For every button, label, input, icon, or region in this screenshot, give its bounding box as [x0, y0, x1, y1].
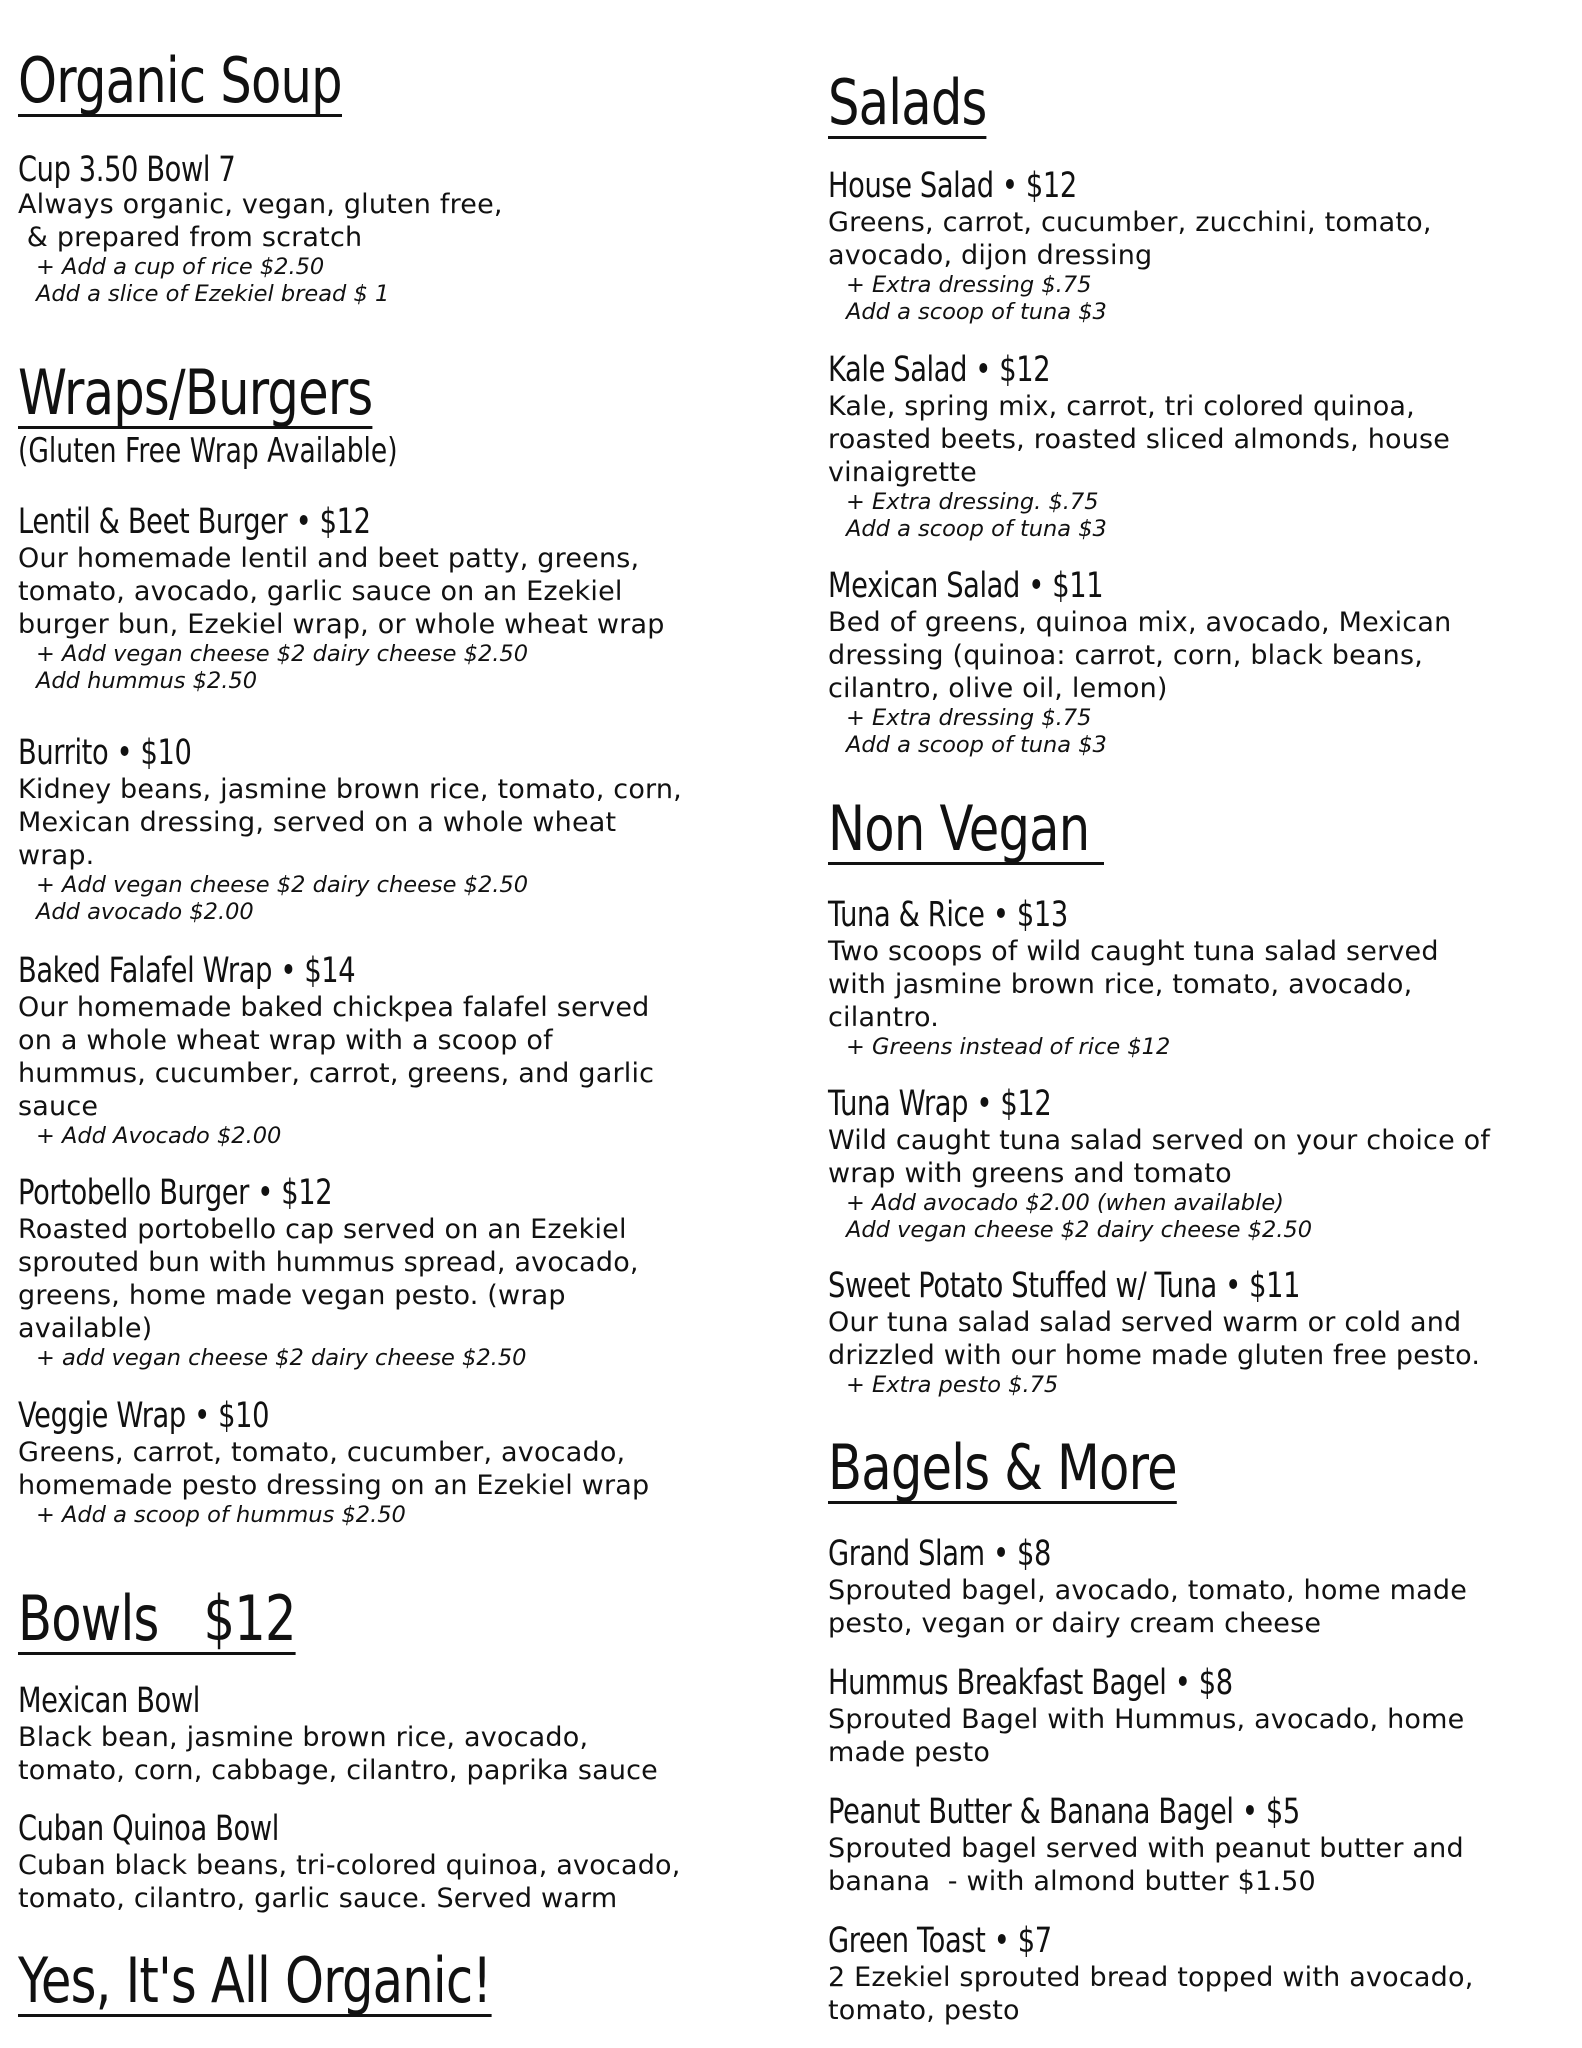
- item-addon: Add hummus $2.50: [36, 668, 258, 694]
- menu-item: [828, 166, 1432, 326]
- item-desc-line: Our tuna salad salad served warm or cold and: [828, 1307, 1462, 1338]
- item-desc-line: roasted beets, roasted sliced almonds, house: [828, 424, 1451, 455]
- item-desc-line: made pesto: [828, 1737, 991, 1768]
- item-desc-line: Greens, carrot, tomato, cucumber, avocado,: [18, 1437, 626, 1468]
- item-desc-line: Our homemade baked chickpea falafel served: [18, 992, 650, 1023]
- menu-item: [18, 1396, 649, 1529]
- organic-soup-item: [18, 150, 503, 308]
- item-desc-line: sauce: [18, 1091, 99, 1122]
- item-addon: + Add vegan cheese $2 dairy cheese $2.50: [36, 641, 529, 667]
- organic-soup-heading: Organic Soup: [18, 44, 342, 117]
- menu-item: [828, 1534, 1467, 1640]
- item-addon: + Greens instead of rice $12: [846, 1034, 1171, 1060]
- item-desc-line: drizzled with our home made gluten free pesto.: [828, 1340, 1481, 1371]
- item-desc-line: tomato, corn, cabbage, cilantro, paprika sauce: [18, 1755, 658, 1786]
- item-desc-line: wrap.: [18, 840, 95, 871]
- item-desc-line: Our homemade lentil and beet patty, greens,: [18, 543, 640, 574]
- footer-slogan-block: [18, 1944, 610, 2017]
- item-addon: Add a scoop of tuna $3: [846, 516, 1107, 542]
- item-desc-line: greens, home made vegan pesto. (wrap: [18, 1280, 566, 1311]
- item-desc-line: Cuban black beans, tri-colored quinoa, avocado,: [18, 1850, 681, 1881]
- soup-desc-line: Always organic, vegan, gluten free,: [18, 189, 503, 220]
- item-addon: + Add vegan cheese $2 dairy cheese $2.50: [36, 872, 529, 898]
- bagels-heading: Bagels & More: [828, 1431, 1177, 1504]
- item-desc-line: Sprouted bagel, avocado, tomato, home made: [828, 1575, 1468, 1606]
- item-addon: + Extra dressing. $.75: [846, 489, 1099, 515]
- item-title: Mexican Bowl: [18, 1681, 200, 1721]
- item-desc-line: dressing (quinoa: carrot, corn, black beans,: [828, 640, 1424, 671]
- menu-item: [828, 1792, 1464, 1898]
- item-desc-line: cilantro.: [828, 1002, 940, 1033]
- item-desc-line: Sprouted Bagel with Hummus, avocado, home: [828, 1704, 1465, 1735]
- menu-item: [18, 502, 665, 695]
- item-title: Peanut Butter & Banana Bagel • $5: [828, 1792, 1300, 1832]
- item-desc-line: cilantro, olive oil, lemon): [828, 673, 1168, 704]
- item-title: Green Toast • $7: [828, 1921, 1052, 1961]
- item-title: Hummus Breakfast Bagel • $8: [828, 1663, 1233, 1703]
- item-addon: Add a scoop of tuna $3: [846, 299, 1107, 325]
- item-desc-line: tomato, pesto: [828, 1995, 1020, 2026]
- item-addon: + Extra dressing $.75: [846, 272, 1092, 298]
- item-addon: + Extra pesto $.75: [846, 1372, 1059, 1398]
- item-desc-line: Two scoops of wild caught tuna salad served: [828, 936, 1439, 967]
- non-vegan-heading: Non Vegan: [828, 792, 1105, 865]
- item-title: Tuna & Rice • $13: [828, 895, 1068, 935]
- item-desc-line: tomato, cilantro, garlic sauce. Served warm: [18, 1883, 618, 1914]
- item-desc-line: on a whole wheat wrap with a scoop of: [18, 1025, 553, 1056]
- soup-desc-line: & prepared from scratch: [18, 222, 363, 253]
- menu-item: [828, 350, 1450, 543]
- item-desc-line: 2 Ezekiel sprouted bread topped with avocado,: [828, 1962, 1474, 1993]
- item-addon: + add vegan cheese $2 dairy cheese $2.50: [36, 1345, 527, 1371]
- item-title: Burrito • $10: [18, 733, 192, 773]
- item-desc-line: banana - with almond butter $1.50: [828, 1866, 1316, 1897]
- item-title: Kale Salad • $12: [828, 350, 1051, 390]
- item-addon: + Add avocado $2.00 (when available): [846, 1190, 1284, 1216]
- item-desc-line: pesto, vegan or dairy cream cheese: [828, 1608, 1322, 1639]
- item-desc-line: vinaigrette: [828, 457, 977, 488]
- item-desc-line: Greens, carrot, cucumber, zucchini, tomato,: [828, 207, 1432, 238]
- item-addon: + Add Avocado $2.00: [36, 1123, 282, 1149]
- item-desc-line: Mexican dressing, served on a whole wheat: [18, 807, 617, 838]
- item-addon: Add vegan cheese $2 dairy cheese $2.50: [846, 1217, 1313, 1243]
- salads-section-heading-block: [828, 66, 1026, 139]
- item-desc-line: Wild caught tuna salad served on your choice of: [828, 1125, 1491, 1156]
- item-desc-line: tomato, avocado, garlic sauce on an Ezekiel: [18, 576, 623, 607]
- wraps-section-heading-block: [18, 356, 505, 471]
- item-title: Portobello Burger • $12: [18, 1173, 333, 1213]
- item-desc-line: wrap with greens and tomato: [828, 1158, 1232, 1189]
- soup-price-line: Cup 3.50 Bowl 7: [18, 150, 236, 190]
- organic-soup-section: [18, 44, 423, 117]
- menu-item: [18, 1681, 658, 1787]
- item-desc-line: Black bean, jasmine brown rice, avocado,: [18, 1722, 589, 1753]
- menu-item: [828, 566, 1451, 759]
- item-desc-line: available): [18, 1313, 153, 1344]
- bowls-section-heading-block: [18, 1582, 365, 1655]
- item-title: Grand Slam • $8: [828, 1534, 1052, 1574]
- item-desc-line: Roasted portobello cap served on an Ezekiel: [18, 1214, 627, 1245]
- item-addon: Add a scoop of tuna $3: [846, 732, 1107, 758]
- item-desc-line: sprouted bun with hummus spread, avocado,: [18, 1247, 639, 1278]
- item-desc-line: avocado, dijon dressing: [828, 240, 1153, 271]
- item-desc-line: Bed of greens, quinoa mix, avocado, Mexican: [828, 607, 1452, 638]
- item-desc-line: Sprouted bagel served with peanut butter and: [828, 1833, 1464, 1864]
- menu-item: [18, 951, 654, 1150]
- footer-slogan: Yes, It's All Organic!: [18, 1944, 492, 2017]
- item-addon: Add avocado $2.00: [36, 899, 254, 925]
- wraps-heading: Wraps/Burgers: [18, 356, 373, 429]
- menu-item: [828, 1084, 1490, 1244]
- bowls-heading: Bowls $12: [18, 1582, 296, 1655]
- soup-addon: + Add a cup of rice $2.50: [36, 254, 325, 280]
- item-desc-line: with jasmine brown rice, tomato, avocado,: [828, 969, 1413, 1000]
- menu-item: [828, 1921, 1473, 2027]
- item-title: Veggie Wrap • $10: [18, 1396, 270, 1436]
- non-vegan-section-heading-block: [828, 792, 1173, 865]
- item-desc-line: burger bun, Ezekiel wrap, or whole wheat wrap: [18, 609, 665, 640]
- item-title: Mexican Salad • $11: [828, 566, 1104, 606]
- menu-item: [18, 1173, 639, 1372]
- item-title: Cuban Quinoa Bowl: [18, 1809, 279, 1849]
- menu-item: [828, 1266, 1480, 1399]
- item-title: House Salad • $12: [828, 166, 1077, 206]
- wraps-subheading: (Gluten Free Wrap Available): [18, 431, 398, 471]
- item-title: Sweet Potato Stuffed w/ Tuna • $11: [828, 1266, 1301, 1306]
- item-addon: + Add a scoop of hummus $2.50: [36, 1502, 406, 1528]
- item-desc-line: Kale, spring mix, carrot, tri colored quinoa,: [828, 391, 1415, 422]
- menu-item: [828, 895, 1439, 1061]
- bagels-section-heading-block: [828, 1431, 1264, 1504]
- item-addon: + Extra dressing $.75: [846, 705, 1092, 731]
- menu-item: [18, 733, 682, 926]
- menu-item: [828, 1663, 1464, 1769]
- item-title: Baked Falafel Wrap • $14: [18, 951, 356, 991]
- soup-addon: Add a slice of Ezekiel bread $ 1: [36, 281, 390, 307]
- item-desc-line: hummus, cucumber, carrot, greens, and garlic: [18, 1058, 655, 1089]
- menu-item: [18, 1809, 681, 1915]
- item-desc-line: Kidney beans, jasmine brown rice, tomato, corn,: [18, 774, 682, 805]
- item-title: Lentil & Beet Burger • $12: [18, 502, 371, 542]
- item-title: Tuna Wrap • $12: [828, 1084, 1052, 1124]
- item-desc-line: homemade pesto dressing on an Ezekiel wrap: [18, 1470, 650, 1501]
- salads-heading: Salads: [828, 66, 987, 139]
